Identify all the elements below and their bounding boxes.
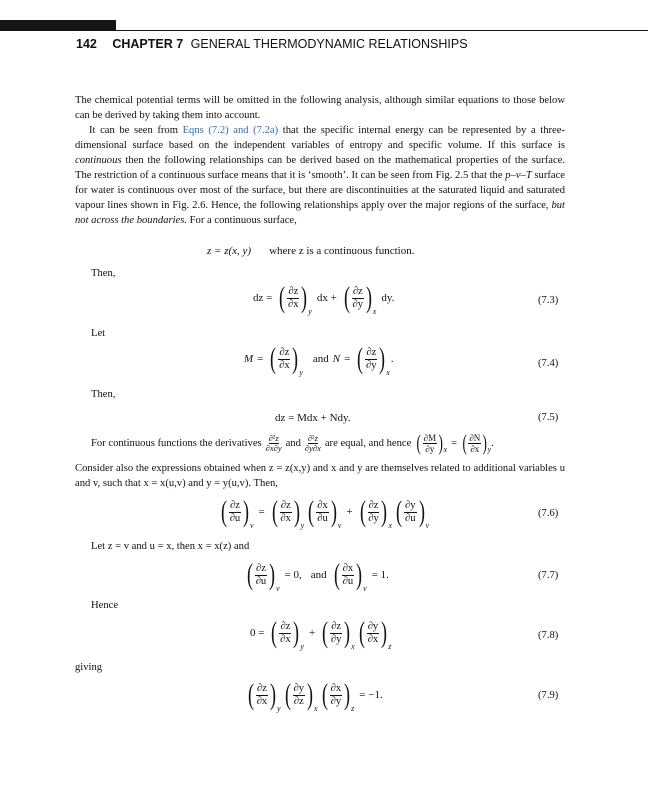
- label-then-2: Then,: [91, 389, 116, 400]
- equation-7-6: ( $\frac{\partial z}{\partial u}$ ) v = ( $\frac{\partial z}{\partial x}$ ) y ( $\frac{\partial x}{\partial u}$ ) v + ( $\frac{\partial z}{\partial y}$ ) x ( $\frac{\partial y}{\partial u}$ ) v: [221, 495, 430, 530]
- equation-7-9: ( $\frac{\partial z}{\partial x}$ ) y ( $\frac{\partial y}{\partial z}$ ) x ( $\frac{\partial x}{\partial y}$ ) z = −1.: [248, 678, 383, 713]
- paragraph-2: It can be seen from Eqns (7.2) and (7.2a) that the specific internal energy can be represented by a three-dimensional surface based on the independent variables of entropy and specific volume. If this surface is continuous then the following relationships can be derived based on the mathematical properties of the surface. The restriction of a continuous surface means that it is ‘smooth’. It can be seen from Fig. 2.5 that the p–v–T surface for water is continuous over most of the surface, but there are discontinuities at the saturated liquid and saturated vapour lines shown in Fig. 2.6. Hence, the following relationships apply over the major regions of the surface, but not across the boundaries. For a continuous surface,: [75, 125, 565, 226]
- page-number: 142: [76, 37, 97, 51]
- paragraph-4: Consider also the expressions obtained when z = z(x,y) and x and y are themselves related to additional variables u and v, such that x = x(u,v) and y = y(u,v). Then,: [75, 463, 565, 489]
- label-hence: Hence: [91, 600, 119, 611]
- equation-number-7-8: (7.8): [538, 630, 559, 641]
- header-rule: [116, 30, 648, 31]
- equation-number-7-3: (7.3): [538, 295, 559, 306]
- equation-link[interactable]: Eqns (7.2) and (7.2a): [182, 125, 279, 136]
- label-let: Let: [91, 328, 106, 339]
- equation-number-7-4: (7.4): [538, 358, 559, 369]
- equation-number-7-7: (7.7): [538, 570, 559, 581]
- paragraph-3: For continuous functions the derivatives ∂²z ∂x∂y and ∂²z ∂y∂x are equal, and hence ( $\frac{\partial M}{\partial y}$ ) x = ( $\frac{\partial N}{\partial x}$ ) y .: [91, 430, 494, 455]
- paragraph-1: The chemical potential terms will be omitted in the following analysis, although similar equations to those below can be derived by taking them into account.: [75, 95, 565, 121]
- label-then-1: Then,: [91, 268, 116, 279]
- equation-number-7-5: (7.5): [538, 412, 559, 423]
- equation-number-7-6: (7.6): [538, 508, 559, 519]
- equation-7-5: dz = Mdx + Ndy.: [275, 412, 351, 424]
- equation-7-8: 0 = ( $\frac{\partial z}{\partial x}$ ) y + ( $\frac{\partial z}{\partial y}$ ) x ( $\frac{\partial y}{\partial x}$ ) z: [250, 616, 392, 651]
- chapter-title: GENERAL THERMODYNAMIC RELATIONSHIPS: [190, 37, 468, 51]
- paragraph-5: Let z = v and u = x, then x = x(z) and: [91, 541, 250, 552]
- equation-number-7-9: (7.9): [538, 690, 559, 701]
- chapter-label: CHAPTER 7: [112, 37, 184, 51]
- running-header: [76, 37, 468, 51]
- equation-z-def: z = z(x, y) where z is a continuous function.: [207, 245, 415, 257]
- label-giving: giving: [75, 662, 103, 673]
- header-bar: [0, 20, 116, 31]
- equation-7-7: ( $\frac{\partial z}{\partial u}$ ) v = 0, and ( $\frac{\partial x}{\partial u}$ ) v = 1.: [247, 558, 389, 593]
- equation-7-4: M = ( $\frac{\partial z}{\partial x}$ ) y and N = ( $\frac{\partial z}{\partial y}$ ) x .: [244, 342, 394, 377]
- equation-7-3: dz = ( $\frac{\partial z}{\partial x}$ ) y dx + ( $\frac{\partial z}{\partial y}$ ) x dy.: [253, 281, 395, 316]
